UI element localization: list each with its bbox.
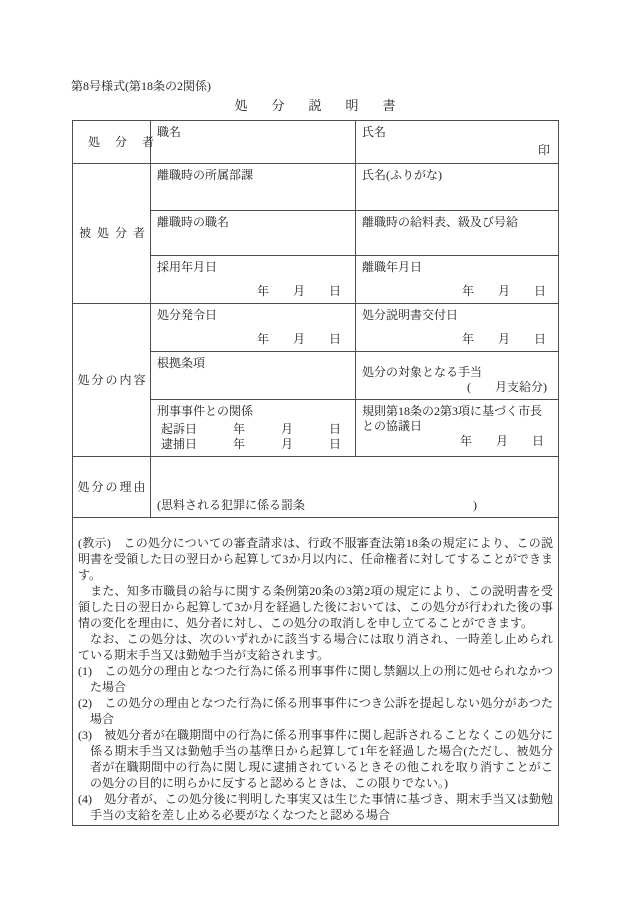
disposed-name-kana-cell: [356, 164, 559, 211]
mayor-consultation-label: 規則第18条の2第3項に基づく市長との協議日: [362, 404, 543, 433]
form-number: 第8号様式(第18条の2関係): [71, 79, 211, 93]
penal-article-note: (思料される犯罪に係る罰条 ): [157, 498, 477, 512]
delivery-date-cell: [356, 304, 559, 352]
content-row-1: [73, 304, 559, 352]
disposer-name-label: 氏名: [362, 125, 387, 139]
disposed-salary-label: 離職時の給料表、級及び号給: [362, 215, 519, 229]
disposed-salary-cell: [356, 211, 559, 256]
seal-mark: 印: [537, 143, 550, 157]
disposed-row-1: [73, 164, 559, 211]
disposed-job-title-cell: [151, 211, 356, 256]
notice-text-block: [73, 518, 558, 823]
disposer-label-cell: 処分者: [73, 121, 151, 164]
allowance-sub: ( 月支給分): [467, 380, 547, 394]
criminal-relation-cell: [151, 400, 356, 457]
disposition-form-table: [72, 120, 559, 826]
hire-date-cell: [151, 256, 356, 304]
mayor-consultation-cell: [356, 400, 559, 457]
content-label-cell: 処分の内容: [73, 304, 151, 457]
criminal-relation-label: 刑事事件との関係: [157, 404, 254, 418]
notice-item-2: (2) この処分の理由となつた行為に係る刑事事件につき公訴を提起しない処分があつた場合: [78, 696, 553, 726]
disposed-label-cell: 被処分者: [73, 164, 151, 304]
reason-label-cell: 処分の理由: [73, 457, 151, 518]
issue-date-cell: [151, 304, 356, 352]
leave-date-fields: 年 月 日: [461, 284, 546, 298]
disposer-row: [73, 121, 559, 164]
disposed-department-label: 離職時の所属部課: [157, 168, 254, 182]
leave-date-cell: [356, 256, 559, 304]
disposed-department-cell: [151, 164, 356, 211]
prosecution-date-line: 起訴日 年 月 日: [160, 422, 341, 436]
notice-paragraph: なお、この処分は、次のいずれかに該当する場合には取り消され、一時差し止められている期末手当又は勤勉手当が支給されます。: [78, 632, 553, 662]
hire-date-fields: 年 月 日: [256, 284, 341, 298]
disposed-job-title-label: 離職時の職名: [157, 215, 230, 229]
allowance-label: 処分の対象となる手当: [362, 365, 483, 379]
hire-date-label: 採用年月日: [157, 260, 218, 274]
disposed-name-kana-label: 氏名(ふりがな): [362, 168, 442, 182]
basis-cell: [151, 352, 356, 400]
delivery-date-fields: 年 月 日: [461, 332, 546, 346]
basis-label: 根拠条項: [157, 356, 206, 370]
delivery-date-label: 処分説明書交付日: [362, 308, 459, 322]
notice-cell: [73, 518, 559, 826]
document-title: 処分説明書: [234, 98, 420, 113]
reason-row: [73, 457, 559, 518]
disposer-job-title-label: 職名: [157, 125, 182, 139]
notice-item-3: (3) 被処分者が在職期間中の行為に係る刑事事件に関し起訴されることなくこの処分に係る期末手当又は勤勉手当の基準日から起算して1年を経過した場合(ただし、被処分者が在職期間中の行為に関し現に逮捕されているときその他これを取り消すことがこの処分の目的に明らかに反すると認めるときは、この限りでない。): [78, 728, 553, 790]
notice-paragraph: また、知多市職員の給与に関する条例第20条の3第2項の規定により、この説明書を受領した日の翌日から起算して3か月を経過した後においては、この処分が行われた後の事情の変化を理由に、処分者に対し、この処分の取消しを申し立てることができます。: [78, 584, 553, 630]
disposer-job-title-cell: [151, 121, 356, 164]
issue-date-fields: 年 月 日: [256, 332, 341, 346]
disposer-name-cell: [356, 121, 559, 164]
allowance-cell: [356, 352, 559, 400]
reason-content-cell: [151, 457, 559, 518]
leave-date-label: 離職年月日: [362, 260, 423, 274]
notice-paragraph: (教示) この処分についての審査請求は、行政不服審査法第18条の規定により、この説明書を受領した日の翌日から起算して3か月以内に、任命権者に対してすることができます。: [78, 536, 553, 582]
issue-date-label: 処分発令日: [157, 308, 218, 322]
arrest-date-line: 逮捕日 年 月 日: [160, 437, 341, 451]
notice-item-1: (1) この処分の理由となつた行為に係る刑事事件に関し禁錮以上の刑に処せられなかつた場合: [78, 664, 553, 694]
notice-item-4: (4) 処分者が、この処分後に判明した事実又は生じた事情に基づき、期末手当又は勤勉手当の支給を差し止める必要がなくなつたと認める場合: [78, 792, 553, 822]
notice-row: [73, 518, 559, 826]
mayor-consultation-date-fields: 年 月 日: [459, 434, 544, 448]
